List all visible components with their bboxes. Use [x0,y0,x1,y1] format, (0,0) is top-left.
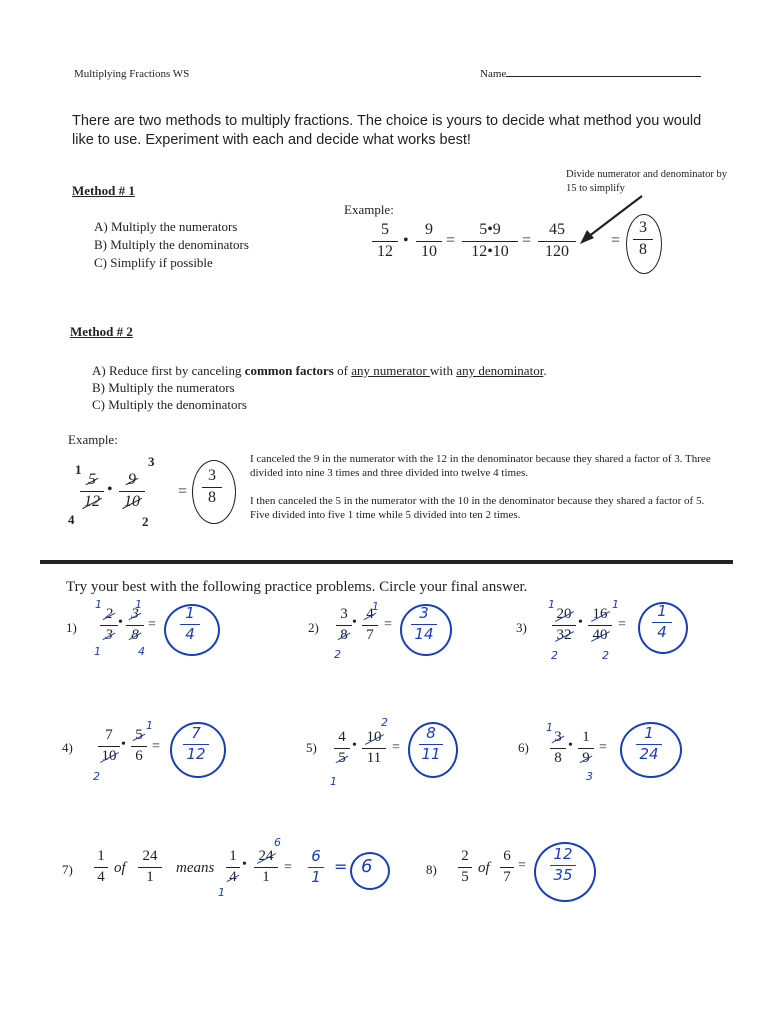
worksheet-title: Multiplying Fractions WS [74,68,190,80]
p7-of: of [114,860,126,876]
m1-fraction-3: 5•9 12•10 [462,222,518,261]
p6-fraction-2: 1 9 [578,730,594,767]
method1-step-b: B) Multiply the denominators [94,237,249,252]
simplify-note: Divide numerator and denominator by 15 to simplify [566,169,727,194]
p3-fraction-2: 16 40 [588,607,612,644]
method1-step-a: A) Multiply the numerators [94,219,238,234]
problem-3-label: 3) [516,620,527,635]
p2-answer: 3 14 [411,606,437,643]
m1-fraction-2: 9 10 [416,222,442,261]
m1-equals-2: = [522,232,532,249]
method2-step-a: A) Reduce first by canceling common factors of any numerator with any denominator. [92,363,547,378]
m1-dot-1: • [403,232,409,249]
p4-dot: • [121,737,126,752]
problem-2-label: 2) [308,620,319,635]
p3-hand-n2: 1 [612,598,619,611]
p5-equals: = [392,740,400,755]
p1-hand-d1: 1 [94,645,101,658]
m2-dot: • [107,481,113,498]
p7-hand-d1: 1 [218,886,225,899]
p8-fraction-2: 6 7 [500,849,514,886]
p3-hand-d1: 2 [551,649,558,662]
m2-answer-fraction: 3 8 [202,468,222,507]
p4-fraction-2: 5 6 [131,728,147,765]
p5-hand-d1: 1 [330,775,337,788]
p7-means: means [176,860,215,876]
p1-answer: 1 4 [180,606,200,643]
p3-hand-d2: 2 [602,649,609,662]
p5-fraction-1: 4 5 [334,730,350,767]
m2-fraction-2: 9 10 [119,472,145,511]
p1-hand-d2: 4 [138,645,145,658]
method2-example-label: Example: [68,432,118,447]
p7-equals-hand: = [334,857,348,876]
p4-hand-n2: 1 [146,719,153,732]
p5-hand-n2: 2 [381,716,388,729]
method1-step-c: C) Simplify if possible [94,255,213,270]
p7-fraction-2: 24 1 [138,849,162,886]
p4-equals: = [152,739,160,754]
p5-answer: 8 11 [419,726,443,763]
name-label: Name [480,68,507,80]
p7-work-fraction: 6 1 [308,849,324,886]
p2-hand-n2: 1 [372,600,379,613]
p6-hand-n1: 1 [546,721,553,734]
p5-fraction-2: 10 11 [362,730,386,767]
p2-fraction-2: 4 7 [362,607,378,644]
p3-answer: 1 4 [652,604,672,641]
m1-equals-1: = [446,232,456,249]
problem-1-label: 1) [66,620,77,635]
p6-answer: 1 24 [636,726,662,763]
method1-heading: Method # 1 [72,183,135,198]
p7-fraction-1: 1 4 [94,849,108,886]
p3-dot: • [578,615,583,630]
p2-fraction-1: 3 8 [336,607,352,644]
p2-dot: • [352,615,357,630]
p7-mfraction-2: 24 1 [254,849,278,886]
p8-answer: 12 35 [550,847,576,884]
explanation-1: I canceled the 9 in the numerator with the 12 in the denominator because they shared a factor of 3. Three divided into nine 3 times and three divided into twelve 4 times. [250,453,711,479]
method2-step-c: C) Multiply the denominators [92,397,247,412]
m1-fraction-1: 5 12 [372,222,398,261]
method1-steps [94,218,249,272]
p3-hand-n1: 1 [548,598,555,611]
method1-example-label: Example: [344,202,394,217]
intro-text: There are two methods to multiply fractions. The choice is yours to decide what method you would like to use. Experiment with each and decide what works best! [72,113,702,148]
p4-fraction-1: 7 10 [98,728,120,765]
p6-hand-d2: 3 [586,770,593,783]
m2-cancel-3: 3 [148,454,155,469]
m2-cancel-4: 4 [68,512,75,527]
p8-fraction-1: 2 5 [458,849,472,886]
p1-dot: • [118,615,123,630]
method2-heading: Method # 2 [70,324,133,339]
section-divider [40,560,733,564]
p1-hand-n1: 1 [95,598,102,611]
p7-hand-n2: 6 [274,836,281,849]
m2-fraction-1: 5 12 [80,472,104,511]
method2-steps [92,362,652,413]
p8-of: of [478,860,490,876]
m1-answer-fraction: 3 8 [633,220,653,259]
problem-5-label: 5) [306,740,317,755]
p2-equals: = [384,617,392,632]
m2-cancel-1: 1 [75,462,82,477]
p2-hand-d1: 2 [334,648,341,661]
p7-equals: = [284,860,292,875]
problem-8-label: 8) [426,862,437,877]
problem-4-label: 4) [62,740,73,755]
p4-answer: 7 12 [183,726,209,763]
p6-dot: • [568,738,573,753]
problem-6-label: 6) [518,740,529,755]
p4-hand-d1: 2 [93,770,100,783]
p7-mfraction-1: 1 4 [226,849,240,886]
p3-equals: = [618,617,626,632]
m1-equals-3: = [611,232,621,249]
p1-hand-n2: 1 [135,598,142,611]
p7-dot: • [242,857,247,872]
m2-equals: = [178,483,188,500]
problem-7-label: 7) [62,862,73,877]
method2-step-b: B) Multiply the numerators [92,380,235,395]
practice-instructions: Try your best with the following practice problems. Circle your final answer. [66,579,528,595]
explanation-2: I then canceled the 5 in the numerator with the 10 in the denominator because they shared a factor of 5. Five divided into five 1 time while 5 divided into ten 2 times. [250,495,705,521]
p1-fraction-2: 3 8 [126,607,144,644]
p1-equals: = [148,617,156,632]
p6-equals: = [599,740,607,755]
p8-equals: = [518,858,526,873]
m1-fraction-4: 45 120 [538,222,576,261]
name-field[interactable] [480,68,701,80]
p1-fraction-1: 2 3 [100,607,118,644]
m2-cancel-2: 2 [142,514,149,529]
p5-dot: • [352,738,357,753]
p3-fraction-1: 20 32 [552,607,576,644]
p6-fraction-1: 3 8 [550,730,566,767]
p7-answer: 6 [361,856,373,877]
